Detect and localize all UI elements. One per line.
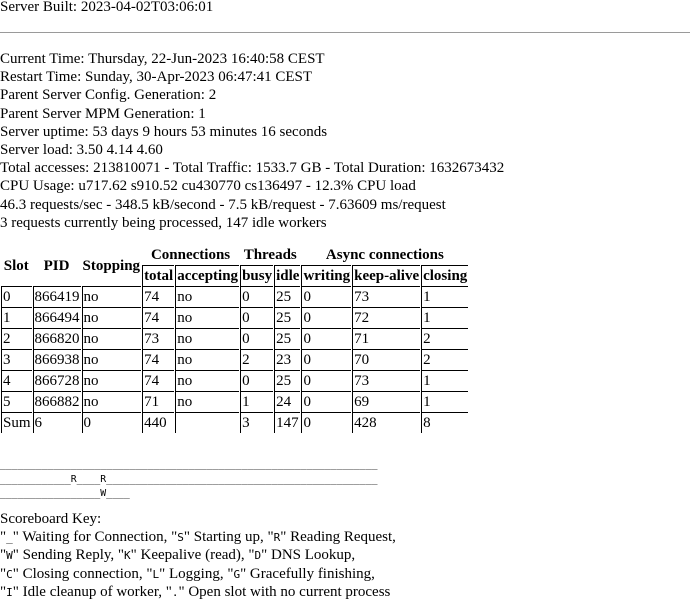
header-busy: busy <box>240 265 273 286</box>
key-text: " Gracefully finishing, <box>240 565 375 582</box>
cell-slot: 4 <box>1 370 32 391</box>
cell-idle: 25 <box>274 307 300 328</box>
cell-stopping: no <box>82 370 142 391</box>
key-text: " Waiting for Connection, " <box>12 529 178 546</box>
cell-writing: 0 <box>301 370 351 391</box>
cell-slot: 2 <box>1 328 32 349</box>
table-row <box>1 307 468 328</box>
table-row <box>1 328 468 349</box>
cell-accepting: no <box>175 328 239 349</box>
cell-slot: 5 <box>1 391 32 412</box>
table-row <box>1 370 468 391</box>
cell-writing: 0 <box>301 391 351 412</box>
key-text: " <box>0 529 7 546</box>
header-stopping: Stopping <box>82 257 141 274</box>
cell-pid: 866728 <box>33 370 81 391</box>
header-total: total <box>142 265 174 286</box>
scoreboard-line: ____________R____R______________________________________________ <box>0 473 378 485</box>
cell-total: 71 <box>142 391 174 412</box>
cell-accepting: no <box>175 286 239 307</box>
header-slot: Slot <box>3 257 29 274</box>
server-load: Server load: 3.50 4.14 4.60 <box>0 141 163 158</box>
header-writing: writing <box>301 265 351 286</box>
cell-accepting: no <box>175 391 239 412</box>
cell-pid: 866419 <box>33 286 81 307</box>
key-text: " Reading Request, <box>280 529 396 546</box>
key-code: I <box>6 585 13 599</box>
cell-slot: 1 <box>1 307 32 328</box>
cell-keep-alive: 73 <box>352 286 420 307</box>
cell-writing: 0 <box>301 328 351 349</box>
worker-table <box>0 245 469 433</box>
cell-sum-total: 440 <box>142 412 174 433</box>
header-threads: Threads <box>243 247 297 263</box>
cell-sum-closing: 8 <box>421 412 468 433</box>
key-code: R <box>273 531 281 545</box>
cell-total: 74 <box>142 307 174 328</box>
cell-slot: 0 <box>1 286 32 307</box>
key-code: S <box>177 531 184 545</box>
cell-sum-accepting <box>175 412 239 433</box>
scoreboard-key-title: Scoreboard Key: <box>0 511 102 527</box>
header-accepting: accepting <box>175 265 239 286</box>
config-generation: Parent Server Config. Generation: 2 <box>0 87 217 104</box>
header-closing: closing <box>421 265 468 286</box>
cell-total: 74 <box>142 370 174 391</box>
cell-total: 73 <box>142 328 174 349</box>
key-text: " Logging, " <box>159 565 234 582</box>
cell-pid: 866938 <box>33 349 81 370</box>
cell-pid: 866820 <box>33 328 81 349</box>
header-async: Async connections <box>325 247 444 263</box>
cell-sum-keep-alive: 428 <box>352 412 420 433</box>
cell-stopping: no <box>82 391 142 412</box>
key-text: " <box>0 565 7 582</box>
request-rate: 46.3 requests/sec - 348.5 kB/second - 7.5 kB/request - 7.63609 ms/request <box>0 196 446 213</box>
table-row <box>1 349 468 370</box>
key-code: G <box>233 567 241 581</box>
cell-pid: 866882 <box>33 391 81 412</box>
server-info <box>0 50 504 232</box>
current-time: Current Time: Thursday, 22-Jun-2023 16:40:58 CEST <box>0 51 325 67</box>
scoreboard-line: _________________W____ <box>0 488 130 500</box>
key-code: _ <box>6 531 13 545</box>
cell-keep-alive: 70 <box>352 349 420 370</box>
restart-time: Restart Time: Sunday, 30-Apr-2023 06:47:41 CEST <box>0 69 313 86</box>
key-code: D <box>254 549 262 563</box>
cell-busy: 0 <box>240 328 273 349</box>
key-text: " Starting up, " <box>183 529 274 546</box>
cell-writing: 0 <box>301 286 351 307</box>
header-pid: PID <box>43 257 70 274</box>
cell-keep-alive: 69 <box>352 391 420 412</box>
key-line <box>0 565 396 583</box>
cell-sum-label: Sum <box>1 412 32 433</box>
key-text: " <box>0 583 7 600</box>
cell-total: 74 <box>142 286 174 307</box>
cell-keep-alive: 72 <box>352 307 420 328</box>
key-text: " Idle cleanup of worker, " <box>12 583 172 600</box>
key-line <box>0 583 396 601</box>
key-text: " Closing connection, " <box>12 565 153 582</box>
cell-busy: 2 <box>240 349 273 370</box>
cell-idle: 25 <box>274 286 300 307</box>
cell-sum-stopping: 0 <box>82 412 142 433</box>
key-code: K <box>124 549 131 563</box>
key-line <box>0 546 396 564</box>
key-text: " Keepalive (read), " <box>130 547 255 564</box>
key-code: . <box>171 585 179 599</box>
cell-closing: 1 <box>421 286 468 307</box>
key-text: " <box>0 547 7 564</box>
server-uptime: Server uptime: 53 days 9 hours 53 minutes 16 seconds <box>0 123 328 140</box>
key-code: L <box>152 567 160 581</box>
key-line <box>0 528 396 546</box>
cell-slot: 3 <box>1 349 32 370</box>
cell-closing: 2 <box>421 328 468 349</box>
cell-sum-pid: 6 <box>33 412 81 433</box>
cell-closing: 1 <box>421 307 468 328</box>
cell-busy: 0 <box>240 370 273 391</box>
cell-accepting: no <box>175 370 239 391</box>
cell-stopping: no <box>82 349 142 370</box>
key-text: " Sending Reply, " <box>12 547 125 564</box>
key-text: " Open slot with no current process <box>178 583 391 600</box>
header-idle: idle <box>274 265 300 286</box>
total-accesses: Total accesses: 213810071 - Total Traffic: 1533.7 GB - Total Duration: 1632673432 <box>0 160 505 177</box>
cell-busy: 1 <box>240 391 273 412</box>
cell-writing: 0 <box>301 349 351 370</box>
cell-busy: 0 <box>240 286 273 307</box>
cell-pid: 866494 <box>33 307 81 328</box>
cell-keep-alive: 73 <box>352 370 420 391</box>
cell-idle: 25 <box>274 370 300 391</box>
mpm-generation: Parent Server MPM Generation: 1 <box>0 105 206 122</box>
sum-row <box>1 412 468 433</box>
cell-idle: 24 <box>274 391 300 412</box>
cell-idle: 23 <box>274 349 300 370</box>
scoreboard <box>0 458 378 502</box>
cell-total: 74 <box>142 349 174 370</box>
cell-closing: 1 <box>421 391 468 412</box>
key-code: W <box>6 549 13 563</box>
cell-sum-idle: 147 <box>274 412 300 433</box>
key-text: " DNS Lookup, <box>261 547 356 564</box>
cell-stopping: no <box>82 328 142 349</box>
table-row <box>1 391 468 412</box>
cell-stopping: no <box>82 307 142 328</box>
cell-accepting: no <box>175 349 239 370</box>
cell-accepting: no <box>175 307 239 328</box>
horizontal-rule <box>0 32 690 33</box>
cell-keep-alive: 71 <box>352 328 420 349</box>
header-connections: Connections <box>150 247 231 263</box>
table-row <box>1 286 468 307</box>
cell-stopping: no <box>82 286 142 307</box>
cpu-usage: CPU Usage: u717.62 s910.52 cu430770 cs136497 - 12.3% CPU load <box>0 178 416 195</box>
scoreboard-key <box>0 510 396 601</box>
cell-idle: 25 <box>274 328 300 349</box>
cell-busy: 0 <box>240 307 273 328</box>
requests-processing: 3 requests currently being processed, 147 idle workers <box>0 214 327 231</box>
cell-closing: 2 <box>421 349 468 370</box>
cell-sum-busy: 3 <box>240 412 273 433</box>
cell-closing: 1 <box>421 370 468 391</box>
header-keep-alive: keep-alive <box>352 265 420 286</box>
cell-sum-writing: 0 <box>301 412 351 433</box>
server-built: Server Built: 2023-04-02T03:06:01 <box>0 0 214 15</box>
scoreboard-line: ________________________________________________________________ <box>0 459 378 470</box>
key-code: C <box>6 567 13 581</box>
cell-writing: 0 <box>301 307 351 328</box>
